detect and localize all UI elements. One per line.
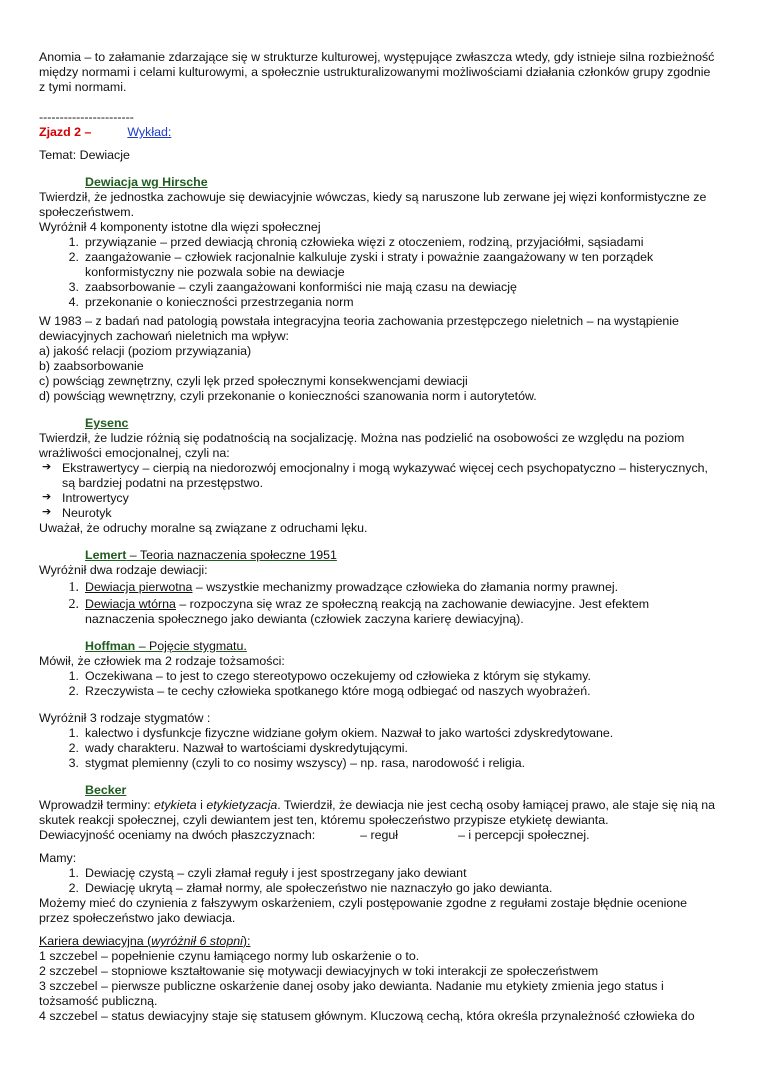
topic-line: Temat: Dewiacje bbox=[39, 148, 130, 162]
list-item: 3. stygmat plemienny (czyli to co nosimy wszyscy) – np. rasa, narodowość i religia. bbox=[68, 756, 526, 770]
career-step-2: 2 szczebel – stopniowe kształtowanie się motywacji dewiacyjnych w toki interakcji ze społeczeństwem bbox=[39, 964, 599, 978]
lemert-list bbox=[39, 580, 719, 627]
arrow-icon: ➔ bbox=[42, 506, 52, 518]
career-step-3: 3 szczebel – pierwsze publiczne oskarżenie danej osoby jako dewianta. Nadanie mu etykiety zmienia jego status i tożsamość publiczną. bbox=[39, 979, 664, 1008]
anomia-paragraph: Anomia – to załamanie zdarzające się w strukturze kulturowej, występujące zwłaszcza wtedy, gdy istnieje silna rozbieżność między normami i celami kulturowymi, a społecznie ustrukturalizowanymi możliwościami działania członków grupy zgodnie z tymi normami. bbox=[39, 50, 715, 94]
eysenc-para: Twierdził, że ludzie różnią się podatnością na socjalizację. Można nas podzielić na osobowości ze względu na poziom wrażliwości emocjonalnej, czyli na: bbox=[39, 431, 685, 460]
hoffman-stigma-list bbox=[39, 726, 719, 771]
list-item: ➔ Neurotyk bbox=[42, 506, 112, 520]
list-item: 2. zaangażowanie – człowiek racjonalnie kalkuluje zyski i straty i poważnie zaangażowany w ten porządek konformistyczny nie pozwala sobie na dewiacje bbox=[68, 250, 654, 279]
w1983-paragraph: W 1983 – z badań nad patologią powstała integracyjna teoria zachowania przestępczego nieletnich – na wystąpienie dewiacyjnych zachowań nieletnich ma wpływ: bbox=[39, 314, 679, 343]
career-step-4: 4 szczebel – status dewiacyjny staje się statusem głównym. Kluczową cechą, która określa przynależność człowieka do bbox=[39, 1009, 695, 1023]
hoffman-para2: Wyróżnił 3 rodzaje stygmatów : bbox=[39, 711, 211, 725]
session-label: Zjazd 2 – bbox=[39, 125, 92, 139]
lemert-title-rest: – Teoria naznaczenia społeczne 1951 bbox=[126, 548, 337, 562]
hirsche-para2: Wyróżnił 4 komponenty istotne dla więzi społecznej bbox=[39, 220, 321, 234]
list-item: ➔ Introwertycy bbox=[42, 491, 129, 505]
lemert-name: Lemert bbox=[85, 548, 127, 562]
becker-list bbox=[39, 866, 719, 896]
becker-planes: Dewiacyjność oceniamy na dwóch płaszczyznach: – reguł – i percepcji społecznej. bbox=[39, 828, 590, 842]
becker-mamy: Mamy: bbox=[39, 851, 77, 865]
list-item: 2. Dewiacja wtórna – rozpoczyna się wraz ze społeczną reakcją na zachowanie dewiacyjne. Jest efektem naznaczenia społecznego jako dewianta (człowiek zaczyna karierę dewiacyjną). bbox=[68, 597, 650, 626]
hoffman-title-rest: – Pojęcie stygmatu. bbox=[135, 639, 247, 653]
list-item: 1. kalectwo i dysfunkcje fizyczne widziane gołym okiem. Nazwał to jako wartości zdyskredytowane. bbox=[68, 726, 614, 740]
list-item: 1. przywiązanie – przed dewiacją chronią człowieka więzi z otoczeniem, rodziną, przyjaciółmi, sąsiadami bbox=[68, 235, 644, 249]
lemert-para: Wyróżnił dwa rodzaje dewiacji: bbox=[39, 563, 208, 577]
hoffman-heading bbox=[85, 639, 719, 654]
becker-intro: Wprowadził terminy: etykieta i etykietyzacja. Twierdził, że dewiacja nie jest cechą osoby łamiącej prawo, ale staje się nią na skutek reakcji społecznej, czyli dewiantem jest ten, któremu społeczeństwo przypisze etykietę dewianta. bbox=[39, 798, 716, 827]
hirsche-para1: Twierdził, że jednostka zachowuje się dewiacyjnie wówczas, kiedy są naruszone lub zerwane jej więzi konformistyczne ze społeczeństwem. bbox=[39, 190, 707, 219]
list-item: 4. przekonanie o konieczności przestrzegania norm bbox=[68, 295, 354, 309]
session-heading bbox=[39, 125, 719, 140]
eysenc-list bbox=[39, 461, 719, 521]
hoffman-name: Hoffman bbox=[85, 639, 136, 653]
factor-b: b) zaabsorbowanie bbox=[39, 359, 144, 373]
list-item: 2. Dewiację ukrytą – złamał normy, ale społeczeństwo nie naznaczyło go jako dewianta. bbox=[68, 881, 553, 895]
arrow-icon: ➔ bbox=[42, 461, 52, 473]
factor-c: c) powściąg zewnętrzny, czyli lęk przed społecznymi konsekwencjami dewiacji bbox=[39, 374, 468, 388]
list-item: 1. Oczekiwana – to jest to czego stereotypowo oczekujemy od człowieka z którym się stykamy. bbox=[68, 669, 591, 683]
hoffman-identity-list bbox=[39, 669, 719, 699]
divider-line: ----------------------- bbox=[39, 110, 134, 124]
factor-a: a) jakość relacji (poziom przywiązania) bbox=[39, 344, 252, 358]
list-item: 3. zaabsorbowanie – czyli zaangażowani konformiści nie mają czasu na dewiację bbox=[68, 280, 517, 294]
list-item: 2. wady charakteru. Nazwał to wartościami dyskredytującymi. bbox=[68, 741, 408, 755]
document-body bbox=[39, 50, 719, 1024]
eysenc-heading: Eysenc bbox=[85, 416, 129, 430]
hirsche-heading: Dewiacja wg Hirsche bbox=[85, 175, 208, 189]
hoffman-para: Mówił, że człowiek ma 2 rodzaje tożsamości: bbox=[39, 654, 285, 668]
lemert-heading bbox=[85, 548, 719, 563]
list-item: ➔ Ekstrawertycy – cierpią na niedorozwój emocjonalny i mogą wykazywać więcej cech psychopatyczno – histerycznych, są bardziej podatni na przestępstwo. bbox=[42, 461, 708, 490]
becker-heading: Becker bbox=[85, 783, 127, 797]
eysenc-closing: Uważał, że odruchy moralne są związane z odruchami lęku. bbox=[39, 521, 368, 535]
arrow-icon: ➔ bbox=[42, 491, 52, 503]
hirsche-list bbox=[39, 235, 719, 310]
becker-false-accusation: Możemy mieć do czynienia z fałszywym oskarżeniem, czyli postępowanie zgodne z regułami zostaje błędnie ocenione przez społeczeństwo jako dewiacja. bbox=[39, 896, 688, 925]
career-step-1: 1 szczebel – popełnienie czynu łamiącego normy lub oskarżenie o to. bbox=[39, 949, 420, 963]
career-heading: Kariera dewiacyjna (wyróżnił 6 stopni): bbox=[39, 934, 251, 948]
lecture-link[interactable]: Wykład: bbox=[127, 125, 172, 139]
factor-d: d) powściąg wewnętrzny, czyli przekonanie o konieczności szanowania norm i autorytetów. bbox=[39, 389, 537, 403]
list-item: 1. Dewiacja pierwotna – wszystkie mechanizmy prowadzące człowieka do złamania normy prawnej. bbox=[68, 580, 619, 595]
list-item: 1. Dewiację czystą – czyli złamał reguły i jest spostrzegany jako dewiant bbox=[68, 866, 467, 880]
list-item: 2. Rzeczywista – te cechy człowieka spotkanego które mogą odbiegać od naszych wyobrażeń. bbox=[68, 684, 591, 698]
